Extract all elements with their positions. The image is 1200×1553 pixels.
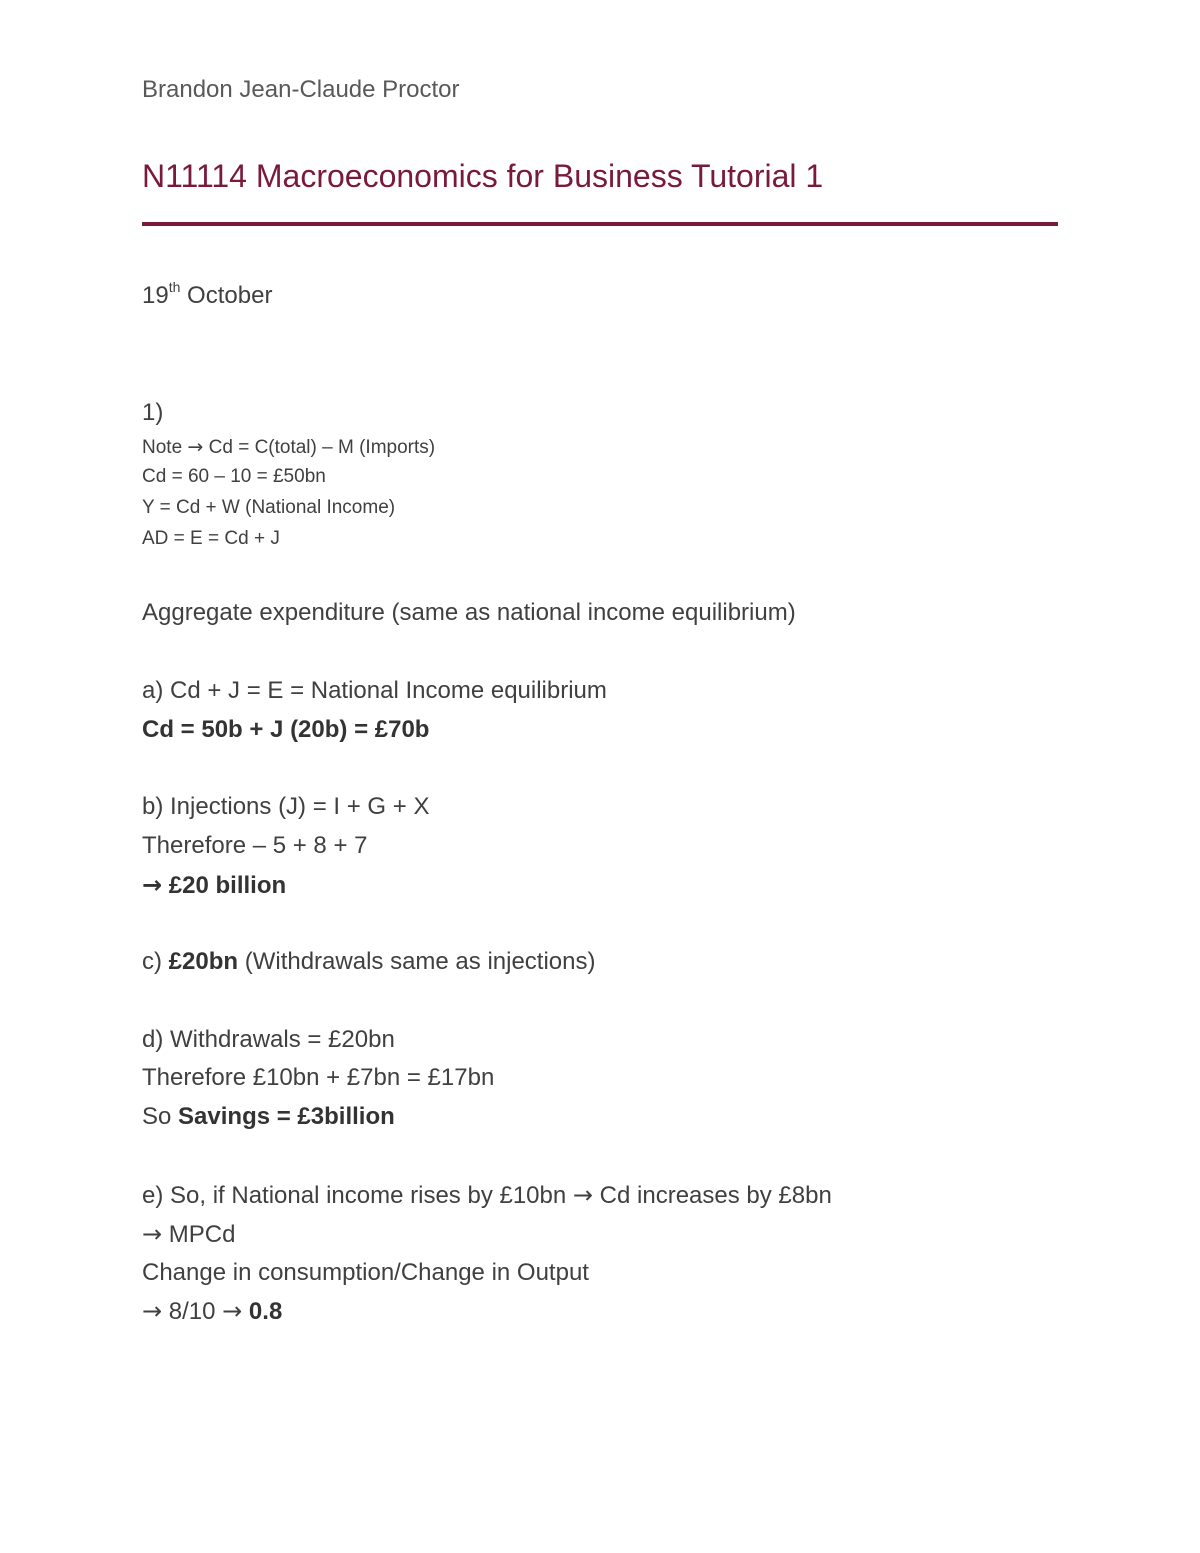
part-c-suffix: (Withdrawals same as injections)	[238, 948, 596, 975]
date-day: 19	[142, 282, 169, 309]
part-e-line-1-start: e) So, if National income rises by £10bn	[142, 1182, 573, 1209]
part-e-fraction: 8/10	[162, 1298, 223, 1325]
aggregate-demand-formula: AD = E = Cd + J	[142, 528, 280, 549]
note-label: Note	[142, 437, 188, 458]
part-b-answer-text: £20 billion	[162, 872, 287, 899]
question-number: 1)	[142, 399, 164, 426]
date-ordinal: th	[168, 279, 181, 295]
part-b-line-2: Therefore – 5 + 8 + 7	[142, 832, 368, 859]
document-title: N11114 Macroeconomics for Business Tutorial 1	[142, 158, 824, 194]
arrow-icon: →	[572, 1181, 593, 1209]
part-a-answer-text: Cd = 50b + J (20b) = £70b	[142, 716, 430, 743]
part-e-answer-text: 0.8	[242, 1298, 283, 1325]
document-date	[142, 281, 272, 310]
part-e-line-1-end: Cd increases by £8bn	[593, 1182, 832, 1209]
part-b-line-1: b) Injections (J) = I + G + X	[142, 793, 430, 820]
arrow-icon: →	[142, 871, 163, 899]
arrow-icon: →	[142, 1297, 163, 1325]
author-name: Brandon Jean-Claude Proctor	[142, 76, 460, 103]
date-month: October	[180, 282, 273, 309]
part-a-line-1: a) Cd + J = E = National Income equilibrium	[142, 677, 607, 704]
arrow-icon: →	[142, 1220, 163, 1248]
note-text: Cd = C(total) – M (Imports)	[203, 437, 436, 458]
part-e-line-3: Change in consumption/Change in Output	[142, 1259, 589, 1286]
part-d-line-2: Therefore £10bn + £7bn = £17bn	[142, 1064, 495, 1091]
part-e-line-2	[142, 1219, 235, 1250]
part-c-answer: £20bn	[168, 948, 239, 975]
arrow-icon: →	[187, 436, 204, 458]
part-e-mpcd: MPCd	[162, 1221, 236, 1248]
part-e-line-1	[142, 1180, 832, 1211]
part-a-answer	[142, 715, 429, 745]
cd-calculation: Cd = 60 – 10 = £50bn	[142, 466, 326, 487]
arrow-icon: →	[222, 1297, 243, 1325]
title-divider	[142, 222, 1058, 226]
national-income-formula: Y = Cd + W (National Income)	[142, 497, 396, 518]
part-d-answer-text: Savings = £3billion	[178, 1103, 395, 1130]
part-e-answer	[142, 1296, 282, 1327]
part-d-answer	[142, 1102, 395, 1132]
aggregate-expenditure-heading: Aggregate expenditure (same as national income equilibrium)	[142, 599, 796, 626]
note-line	[142, 435, 435, 460]
part-b-answer	[142, 870, 286, 901]
part-d-prefix: So	[142, 1103, 179, 1130]
part-d-line-1: d) Withdrawals = £20bn	[142, 1026, 395, 1053]
part-c-line	[142, 947, 596, 977]
part-c-prefix: c)	[142, 948, 169, 975]
